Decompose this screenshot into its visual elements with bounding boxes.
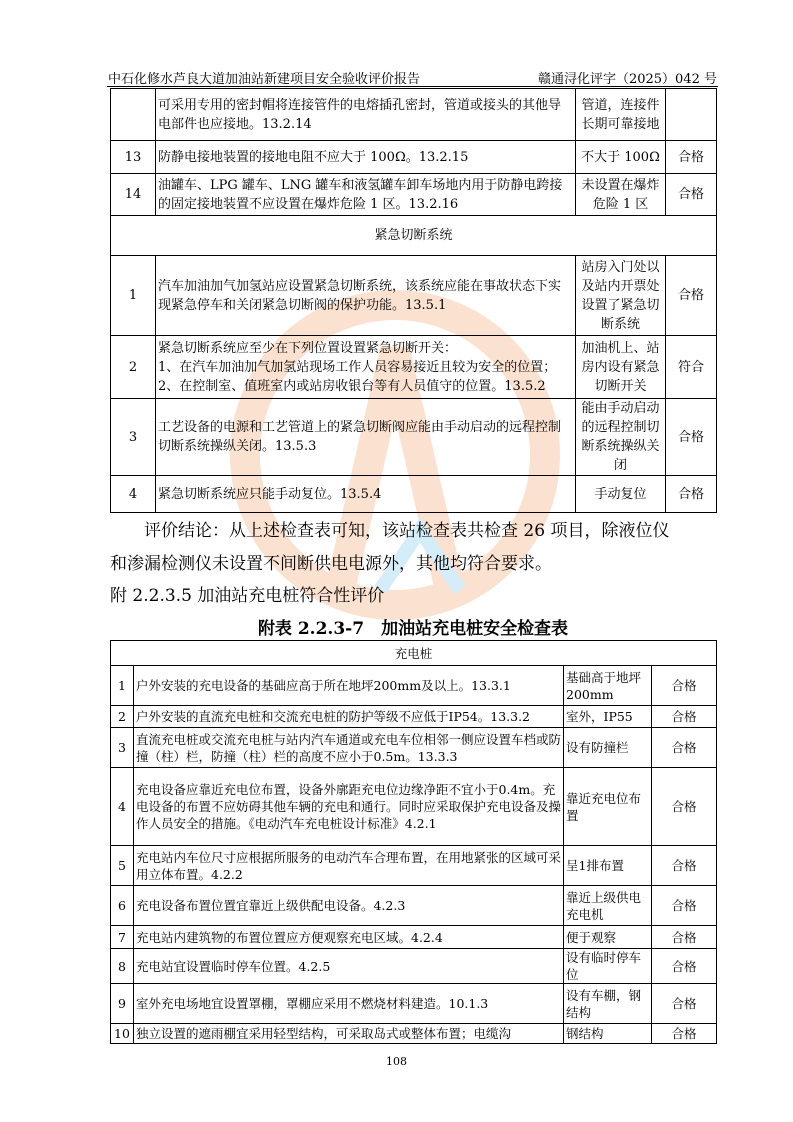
inspection-result: 能由手动启动的远程控制切断系统操纵关闭 — [576, 399, 666, 476]
table-row — [111, 949, 717, 984]
verdict: 合格 — [652, 706, 717, 728]
row-number: 7 — [111, 926, 134, 949]
table-row — [111, 399, 717, 476]
verdict: 合格 — [666, 174, 717, 216]
table-row — [111, 476, 717, 513]
verdict: 合格 — [652, 926, 717, 949]
requirement-text: 工艺设备的电源和工艺管道上的紧急切断阀应能由手动启动的远程控制切断系统操纵关闭。13.5.3 — [156, 399, 576, 476]
table-row — [111, 886, 717, 926]
verdict: 合格 — [652, 984, 717, 1024]
verdict — [666, 89, 717, 141]
table-title: 附表 2.2.3-7 加油站充电桩安全检查表 — [257, 619, 569, 639]
conclusion-line-1: 评价结论：从上述检查表可知，该站检查表共检查 26 项目，除液位仪 — [144, 521, 670, 541]
verdict: 合格 — [666, 256, 717, 336]
checklist-table-continued — [110, 88, 717, 513]
requirement-text: 充电站内建筑物的布置位置应方便观察充电区域。4.2.4 — [134, 926, 564, 949]
inspection-result: 基础高于地坪200mm — [564, 666, 652, 706]
inspection-result: 设有防撞栏 — [564, 728, 652, 768]
verdict: 合格 — [652, 846, 717, 886]
requirement-text: 充电设备应靠近充电位布置，设备外廓距充电位边缘净距不宜小于0.4m。充电设备的布置不应妨碍其他车辆的充电和通行。同时应采取保护充电设备及操作人员安全的措施。《电动汽车充电桩设计标准》4.2.1 — [134, 768, 564, 846]
row-number — [111, 89, 156, 141]
table-row — [111, 768, 717, 846]
inspection-result: 加油机上、站房内设有紧急切断开关 — [576, 336, 666, 399]
inspection-result: 室外，IP55 — [564, 706, 652, 728]
verdict: 合格 — [666, 399, 717, 476]
row-number: 2 — [111, 336, 156, 399]
requirement-text: 直流充电桩或交流充电桩与站内汽车通道或充电车位相邻一侧应设置车档或防撞（柱）栏，防撞（柱）栏的高度不应小于0.5m。13.3.3 — [134, 728, 564, 768]
verdict: 合格 — [652, 886, 717, 926]
row-number: 13 — [111, 141, 156, 174]
verdict: 合格 — [652, 949, 717, 984]
table-row — [111, 174, 717, 216]
inspection-result: 设有临时停车位 — [564, 949, 652, 984]
row-number: 3 — [111, 399, 156, 476]
verdict: 合格 — [652, 1024, 717, 1044]
inspection-result: 管道，连接件长期可靠接地 — [576, 89, 666, 141]
requirement-text: 汽车加油加气加氢站应设置紧急切断系统，该系统应能在事故状态下实现紧急停车和关闭紧急切断阀的保护功能。13.5.1 — [156, 256, 576, 336]
section-heading: 充电桩 — [111, 641, 717, 666]
requirement-text: 充电设备布置位置宜靠近上级供配电设备。4.2.3 — [134, 886, 564, 926]
table-row — [111, 1024, 717, 1044]
table-row — [111, 256, 717, 336]
table-row — [111, 984, 717, 1024]
table-row — [111, 926, 717, 949]
row-number: 1 — [111, 666, 134, 706]
table-row — [111, 336, 717, 399]
table-row — [111, 706, 717, 728]
table-row — [111, 141, 717, 174]
table-row — [111, 89, 717, 141]
requirement-text: 独立设置的遮雨棚宜采用轻型结构，可采取岛式或整体布置；电缆沟 — [134, 1024, 564, 1044]
inspection-result: 钢结构 — [564, 1024, 652, 1044]
inspection-result: 未设置在爆炸危险 1 区 — [576, 174, 666, 216]
table-row — [111, 728, 717, 768]
verdict: 符合 — [666, 336, 717, 399]
header-left: 中石化修水芦良大道加油站新建项目安全验收评价报告 — [108, 72, 421, 87]
header-right: 赣通浔化评字（2025）042 号 — [537, 72, 717, 87]
verdict: 合格 — [666, 476, 717, 513]
section-row — [111, 216, 717, 256]
verdict: 合格 — [666, 141, 717, 174]
inspection-result: 手动复位 — [576, 476, 666, 513]
row-number: 2 — [111, 706, 134, 728]
row-number: 9 — [111, 984, 134, 1024]
conclusion-line-2: 和渗漏检测仪未设置不间断供电电源外，其他均符合要求。 — [110, 554, 552, 574]
inspection-result: 设有车棚，钢结构 — [564, 984, 652, 1024]
header-rule — [107, 86, 718, 87]
section-row — [111, 641, 717, 666]
row-number: 14 — [111, 174, 156, 216]
requirement-text: 紧急切断系统应只能手动复位。13.5.4 — [156, 476, 576, 513]
charging-pile-checklist-table — [110, 640, 717, 1044]
requirement-text: 紧急切断系统应至少在下列位置设置紧急切断开关： 1、在汽车加油加气加氢站现场工作人员容易接近且较为安全的位置； 2、在控制室、值班室内或站房收银台等有人员值守的位置。13.5.2 — [156, 336, 576, 399]
requirement-text: 充电站内车位尺寸应根据所服务的电动汽车合理布置，在用地紧张的区域可采用立体布置。4.2.2 — [134, 846, 564, 886]
row-number: 1 — [111, 256, 156, 336]
inspection-result: 站房入门处以及站内开票处设置了紧急切断系统 — [576, 256, 666, 336]
row-number: 5 — [111, 846, 134, 886]
row-number: 4 — [111, 768, 134, 846]
table-row — [111, 666, 717, 706]
section-heading: 紧急切断系统 — [111, 216, 717, 256]
verdict: 合格 — [652, 768, 717, 846]
inspection-result: 靠近上级供电充电机 — [564, 886, 652, 926]
requirement-text: 室外充电场地宜设置罩棚，罩棚应采用不燃烧材料建造。10.1.3 — [134, 984, 564, 1024]
verdict: 合格 — [652, 728, 717, 768]
requirement-text: 户外安装的充电设备的基础应高于所在地坪200mm及以上。13.3.1 — [134, 666, 564, 706]
requirement-text: 充电站宜设置临时停车位置。4.2.5 — [134, 949, 564, 984]
inspection-result: 不大于 100Ω — [576, 141, 666, 174]
subsection-heading: 附 2.2.3.5 加油站充电桩符合性评价 — [110, 586, 385, 606]
inspection-result: 便于观察 — [564, 926, 652, 949]
table-row — [111, 846, 717, 886]
page-number: 108 — [386, 1055, 407, 1068]
inspection-result: 呈1排布置 — [564, 846, 652, 886]
row-number: 10 — [111, 1024, 134, 1044]
row-number: 8 — [111, 949, 134, 984]
requirement-text: 油罐车、LPG 罐车、LNG 罐车和液氢罐车卸车场地内用于防静电跨接的固定接地装置不应设置在爆炸危险 1 区。13.2.16 — [156, 174, 576, 216]
requirement-text: 户外安装的直流充电桩和交流充电桩的防护等级不应低于IP54。13.3.2 — [134, 706, 564, 728]
row-number: 3 — [111, 728, 134, 768]
requirement-text: 可采用专用的密封帽将连接管件的电熔插孔密封，管道或接头的其他导电部件也应接地。13.2.14 — [156, 89, 576, 141]
inspection-result: 靠近充电位布置 — [564, 768, 652, 846]
row-number: 4 — [111, 476, 156, 513]
row-number: 6 — [111, 886, 134, 926]
verdict: 合格 — [652, 666, 717, 706]
requirement-text: 防静电接地装置的接地电阻不应大于 100Ω。13.2.15 — [156, 141, 576, 174]
